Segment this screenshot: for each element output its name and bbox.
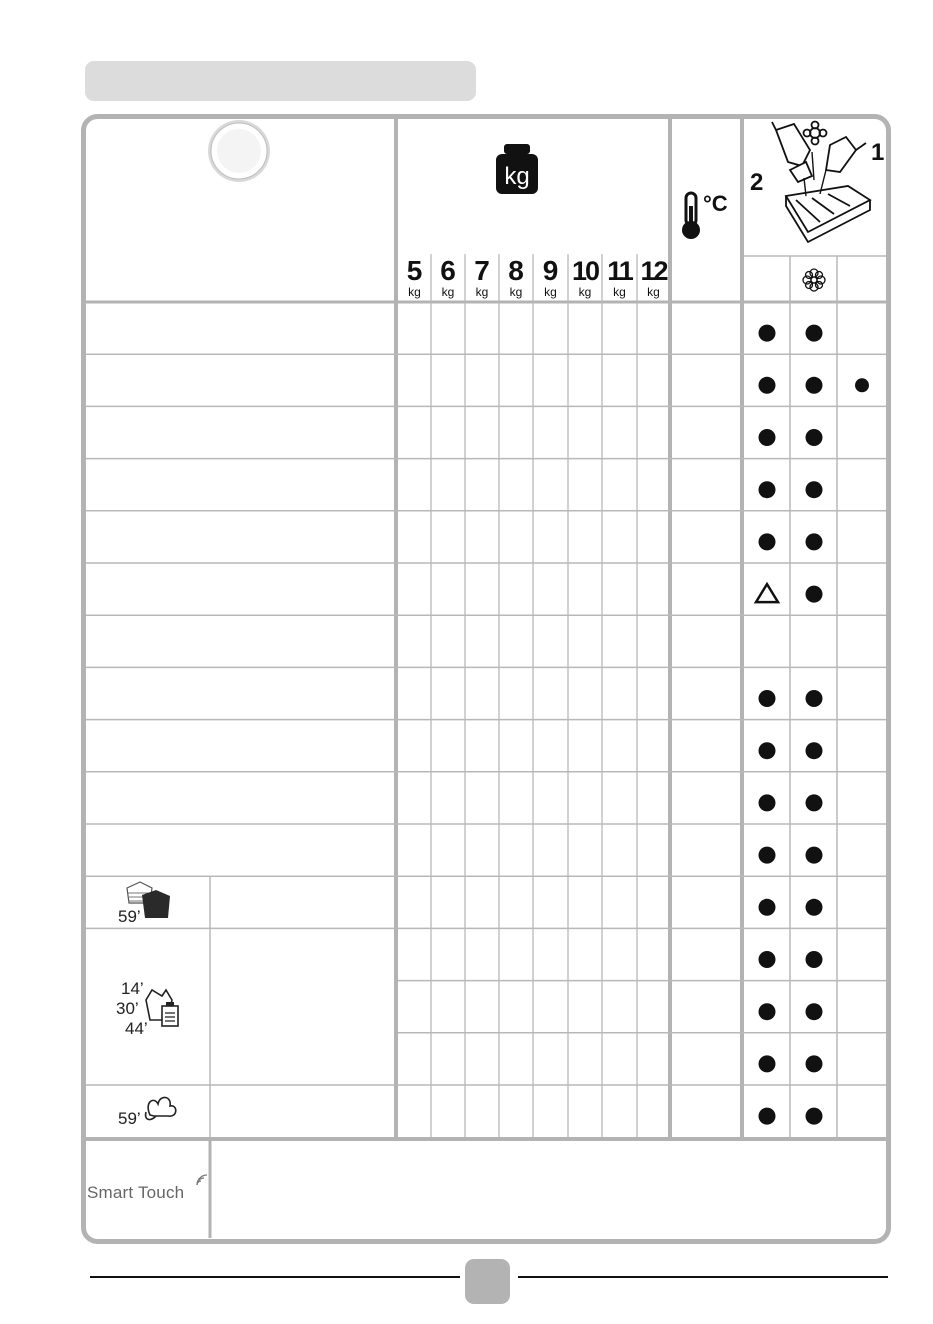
mixed-laundry-icon [118, 882, 170, 926]
dispenser-dot-mark [759, 742, 776, 759]
load-weight-unit: kg [544, 285, 557, 299]
dispenser-dot-mark [806, 951, 823, 968]
temperature-unit-label: °C [703, 191, 728, 216]
dispenser-dot-mark [806, 325, 823, 342]
page-number [465, 1259, 510, 1304]
dispenser-dot-mark [806, 847, 823, 864]
load-weight-value: 8 [508, 255, 524, 286]
program-dial-icon [208, 120, 270, 182]
load-weight-value: 11 [607, 256, 632, 286]
dispenser-label-1: 1 [871, 139, 885, 166]
dispenser-dot-mark [806, 481, 823, 498]
rapid-wash-icon [116, 979, 178, 1038]
dispenser-dot-mark [806, 586, 823, 603]
detergent-dispenser-icon [772, 122, 870, 243]
flower-softener-icon [803, 269, 825, 291]
dispenser-dot-mark [806, 1055, 823, 1072]
footer-rule-left [90, 1276, 460, 1278]
dispenser-dot-mark [759, 1108, 776, 1125]
dispenser-dot-mark [759, 481, 776, 498]
dispenser-marks [756, 325, 869, 1125]
dispenser-dot-mark [855, 378, 869, 392]
load-weight-unit: kg [509, 285, 523, 299]
dispenser-dot-mark [806, 1003, 823, 1020]
load-weight-unit: kg [408, 285, 421, 299]
smart-touch-label: Smart Touch [87, 1183, 185, 1202]
thermometer-icon [682, 191, 728, 239]
footer-rule-right [518, 1276, 888, 1278]
load-weight-value: 12 [640, 256, 667, 286]
dispenser-dot-mark [759, 899, 776, 916]
load-weight-headers [407, 255, 668, 299]
dispenser-dot-mark [806, 377, 823, 394]
rapid-time-44: 44’ [125, 1019, 148, 1038]
load-weight-value: 5 [406, 255, 423, 286]
mixed-time-label: 59’ [118, 907, 141, 926]
dispenser-dot-mark [759, 325, 776, 342]
dispenser-dot-mark [759, 429, 776, 446]
dispenser-label-2: 2 [750, 169, 764, 196]
dispenser-dot-mark [759, 690, 776, 707]
load-weight-value: 7 [474, 255, 490, 286]
dispenser-dot-mark [806, 794, 823, 811]
rapid-time-30: 30’ [116, 999, 139, 1018]
dispenser-dot-mark [759, 794, 776, 811]
smart-touch-logo [87, 1183, 184, 1203]
load-weight-unit: kg [613, 285, 626, 299]
load-weight-value: 10 [571, 256, 599, 286]
dispenser-triangle-mark [756, 584, 778, 602]
load-weight-unit: kg [578, 285, 592, 299]
cotton-time-label: 59’ [118, 1109, 141, 1128]
dispenser-dot-mark [759, 1055, 776, 1072]
dispenser-dot-mark [759, 533, 776, 550]
load-weight-unit: kg [647, 285, 660, 299]
rapid-time-14: 14’ [121, 979, 144, 998]
load-weight-value: 9 [542, 255, 559, 286]
dispenser-dot-mark [759, 847, 776, 864]
cotton-icon [118, 1097, 176, 1128]
dispenser-dot-mark [806, 899, 823, 916]
dispenser-dot-mark [759, 951, 776, 968]
weight-kg-icon-label: kg [504, 163, 530, 190]
load-weight-unit: kg [441, 285, 455, 299]
dispenser-dot-mark [806, 533, 823, 550]
dispenser-dot-mark [759, 1003, 776, 1020]
wifi-waves-icon [195, 1173, 209, 1187]
dispenser-dot-mark [806, 1108, 823, 1125]
dispenser-dot-mark [806, 429, 823, 446]
dispenser-dot-mark [806, 690, 823, 707]
load-weight-value: 6 [440, 255, 456, 286]
dispenser-dot-mark [806, 742, 823, 759]
dispenser-dot-mark [759, 377, 776, 394]
weight-kg-icon [496, 144, 538, 194]
load-weight-unit: kg [475, 285, 489, 299]
